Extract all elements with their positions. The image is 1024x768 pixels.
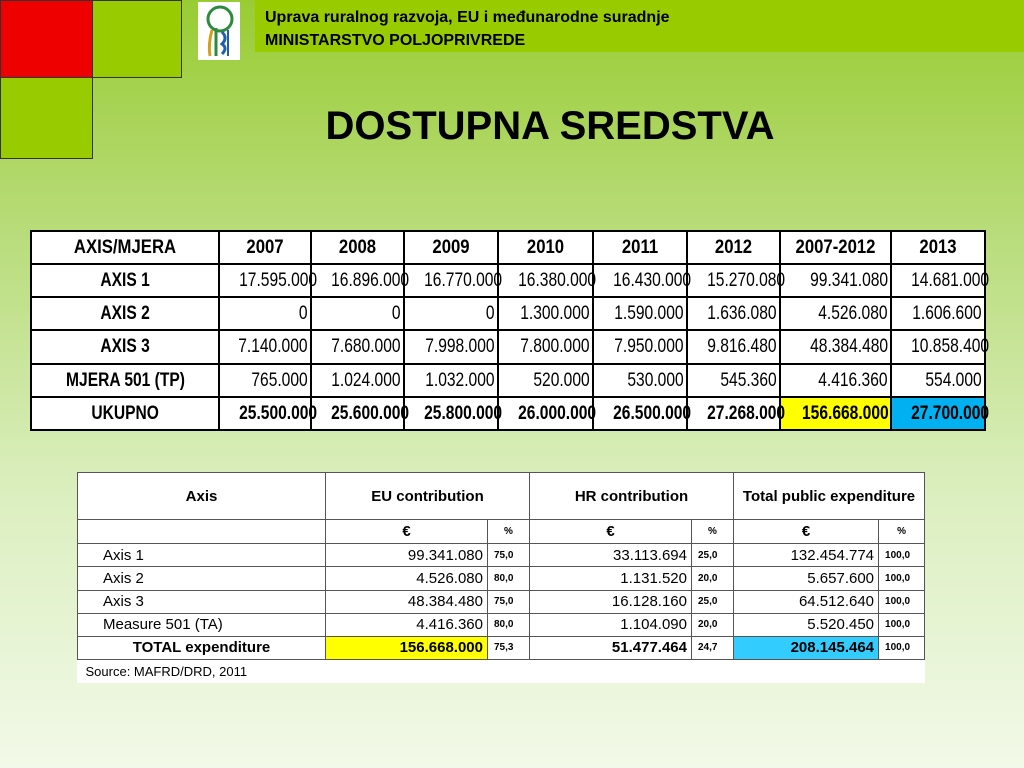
- highlighted-total-cell: 27.700.000: [891, 397, 985, 430]
- column-header: AXIS/MJERA: [42, 231, 207, 264]
- column-header: 2008: [317, 231, 399, 264]
- table-cell: 20,0: [692, 613, 734, 636]
- table-cell: 51.477.464: [530, 636, 692, 659]
- table-cell: 100,0: [879, 613, 925, 636]
- table-cell: 7.680.000: [311, 330, 404, 363]
- highlighted-total-cell: 156.668.000: [780, 397, 891, 430]
- table-cell: 24,7: [692, 636, 734, 659]
- table-cell: 100,0: [879, 636, 925, 659]
- subheader: %: [488, 520, 530, 544]
- table-row: [31, 264, 985, 297]
- table-cell: 4.526.080: [780, 297, 891, 330]
- row-label: Axis 3: [78, 590, 326, 613]
- table-cell: 20,0: [692, 567, 734, 590]
- table-cell: 25,0: [692, 544, 734, 567]
- table-cell: 5.657.600: [734, 567, 879, 590]
- subheader: %: [692, 520, 734, 544]
- subheader: €: [734, 520, 879, 544]
- column-header: 2013: [897, 231, 980, 264]
- table-cell: 16.430.000: [593, 264, 687, 297]
- column-header: 2007: [225, 231, 306, 264]
- table-cell: 1.606.600: [891, 297, 985, 330]
- table-row: [78, 544, 925, 567]
- table-row: [31, 297, 985, 330]
- table-cell: 7.950.000: [593, 330, 687, 363]
- table-cell: 99.341.080: [326, 544, 488, 567]
- table-cell: 7.998.000: [404, 330, 498, 363]
- table-cell: 15.270.080: [687, 264, 780, 297]
- table-cell: 80,0: [488, 567, 530, 590]
- decor-square-green: [92, 0, 182, 78]
- column-header: Axis: [78, 473, 326, 520]
- table-cell: 554.000: [891, 364, 985, 397]
- table-cell: 1.636.080: [687, 297, 780, 330]
- column-header: Total public expenditure: [734, 473, 925, 520]
- decor-square-red: [0, 0, 93, 78]
- table-cell: 7.800.000: [498, 330, 593, 363]
- table-cell: 1.131.520: [530, 567, 692, 590]
- table-cell: 1.300.000: [498, 297, 593, 330]
- table-cell: 17.595.000: [219, 264, 311, 297]
- table-cell: 16.380.000: [498, 264, 593, 297]
- table-cell: 765.000: [219, 364, 311, 397]
- highlighted-total-cell: 156.668.000: [326, 636, 488, 659]
- table-row: [78, 567, 925, 590]
- row-label: AXIS 3: [31, 330, 219, 363]
- row-label: UKUPNO: [31, 397, 219, 430]
- row-label: Axis 1: [78, 544, 326, 567]
- subheader: %: [879, 520, 925, 544]
- table-row: [31, 330, 985, 363]
- table-cell: 33.113.694: [530, 544, 692, 567]
- header-department: Uprava ruralnog razvoja, EU i međunarodne suradnje: [265, 9, 670, 26]
- table-cell: 5.520.450: [734, 613, 879, 636]
- column-header: 2012: [693, 231, 775, 264]
- table-cell: 27.268.000: [687, 397, 780, 430]
- table-cell: 48.384.480: [780, 330, 891, 363]
- table-cell: 100,0: [879, 590, 925, 613]
- column-header: EU contribution: [326, 473, 530, 520]
- table-row: [31, 364, 985, 397]
- table-cell: 9.816.480: [687, 330, 780, 363]
- table-cell: 25.500.000: [219, 397, 311, 430]
- table-row: [78, 613, 925, 636]
- table-cell: 16.896.000: [311, 264, 404, 297]
- highlighted-total-cell: 208.145.464: [734, 636, 879, 659]
- table-cell: 520.000: [498, 364, 593, 397]
- table-cell: 1.104.090: [530, 613, 692, 636]
- table-cell: 10.858.400: [891, 330, 985, 363]
- table-cell: 4.526.080: [326, 567, 488, 590]
- table-cell: 48.384.480: [326, 590, 488, 613]
- column-header: 2007-2012: [787, 231, 885, 264]
- column-header: 2011: [599, 231, 682, 264]
- table-total-row: [31, 397, 985, 430]
- table-cell: 75,0: [488, 590, 530, 613]
- table-cell: 99.341.080: [780, 264, 891, 297]
- column-header: 2009: [410, 231, 493, 264]
- table-cell: 25.800.000: [404, 397, 498, 430]
- table-cell: 25.600.000: [311, 397, 404, 430]
- table-cell: 75,3: [488, 636, 530, 659]
- table-cell: 1.024.000: [311, 364, 404, 397]
- table-cell: 80,0: [488, 613, 530, 636]
- row-label: TOTAL expenditure: [78, 636, 326, 659]
- table-cell: 7.140.000: [219, 330, 311, 363]
- ministry-logo-icon: [198, 2, 240, 60]
- table-cell: 64.512.640: [734, 590, 879, 613]
- table-cell: 26.000.000: [498, 397, 593, 430]
- subheader: €: [326, 520, 488, 544]
- subheader: €: [530, 520, 692, 544]
- table-header-row: [31, 231, 985, 264]
- table-total-row: [78, 636, 925, 659]
- column-header: HR contribution: [530, 473, 734, 520]
- table-cell: 100,0: [879, 544, 925, 567]
- funds-by-year-table: [30, 230, 990, 431]
- source-note: Source: MAFRD/DRD, 2011: [78, 659, 925, 683]
- table-cell: 545.360: [687, 364, 780, 397]
- table-cell: 4.416.360: [780, 364, 891, 397]
- row-label: AXIS 1: [31, 264, 219, 297]
- table-cell: 16.128.160: [530, 590, 692, 613]
- table-cell: 530.000: [593, 364, 687, 397]
- row-label: Axis 2: [78, 567, 326, 590]
- row-label: Measure 501 (TA): [78, 613, 326, 636]
- table-cell: 1.590.000: [593, 297, 687, 330]
- table-row: [78, 590, 925, 613]
- table-cell: 16.770.000: [404, 264, 498, 297]
- table-cell: 1.032.000: [404, 364, 498, 397]
- table-cell: 14.681.000: [891, 264, 985, 297]
- subheader-row: [78, 520, 925, 544]
- page-title: DOSTUPNA SREDSTVA: [325, 104, 775, 148]
- table-cell: 0: [219, 297, 311, 330]
- table-cell: 0: [311, 297, 404, 330]
- contribution-table: [77, 472, 925, 683]
- column-header: 2010: [504, 231, 588, 264]
- row-label: AXIS 2: [31, 297, 219, 330]
- row-label: MJERA 501 (TP): [31, 364, 219, 397]
- table-cell: 25,0: [692, 590, 734, 613]
- table-cell: 26.500.000: [593, 397, 687, 430]
- table-cell: 0: [404, 297, 498, 330]
- table-cell: 132.454.774: [734, 544, 879, 567]
- table-cell: 75,0: [488, 544, 530, 567]
- empty-cell: [78, 520, 326, 544]
- table-cell: 100,0: [879, 567, 925, 590]
- table-cell: 4.416.360: [326, 613, 488, 636]
- header-ministry: MINISTARSTVO POLJOPRIVREDE: [265, 32, 526, 49]
